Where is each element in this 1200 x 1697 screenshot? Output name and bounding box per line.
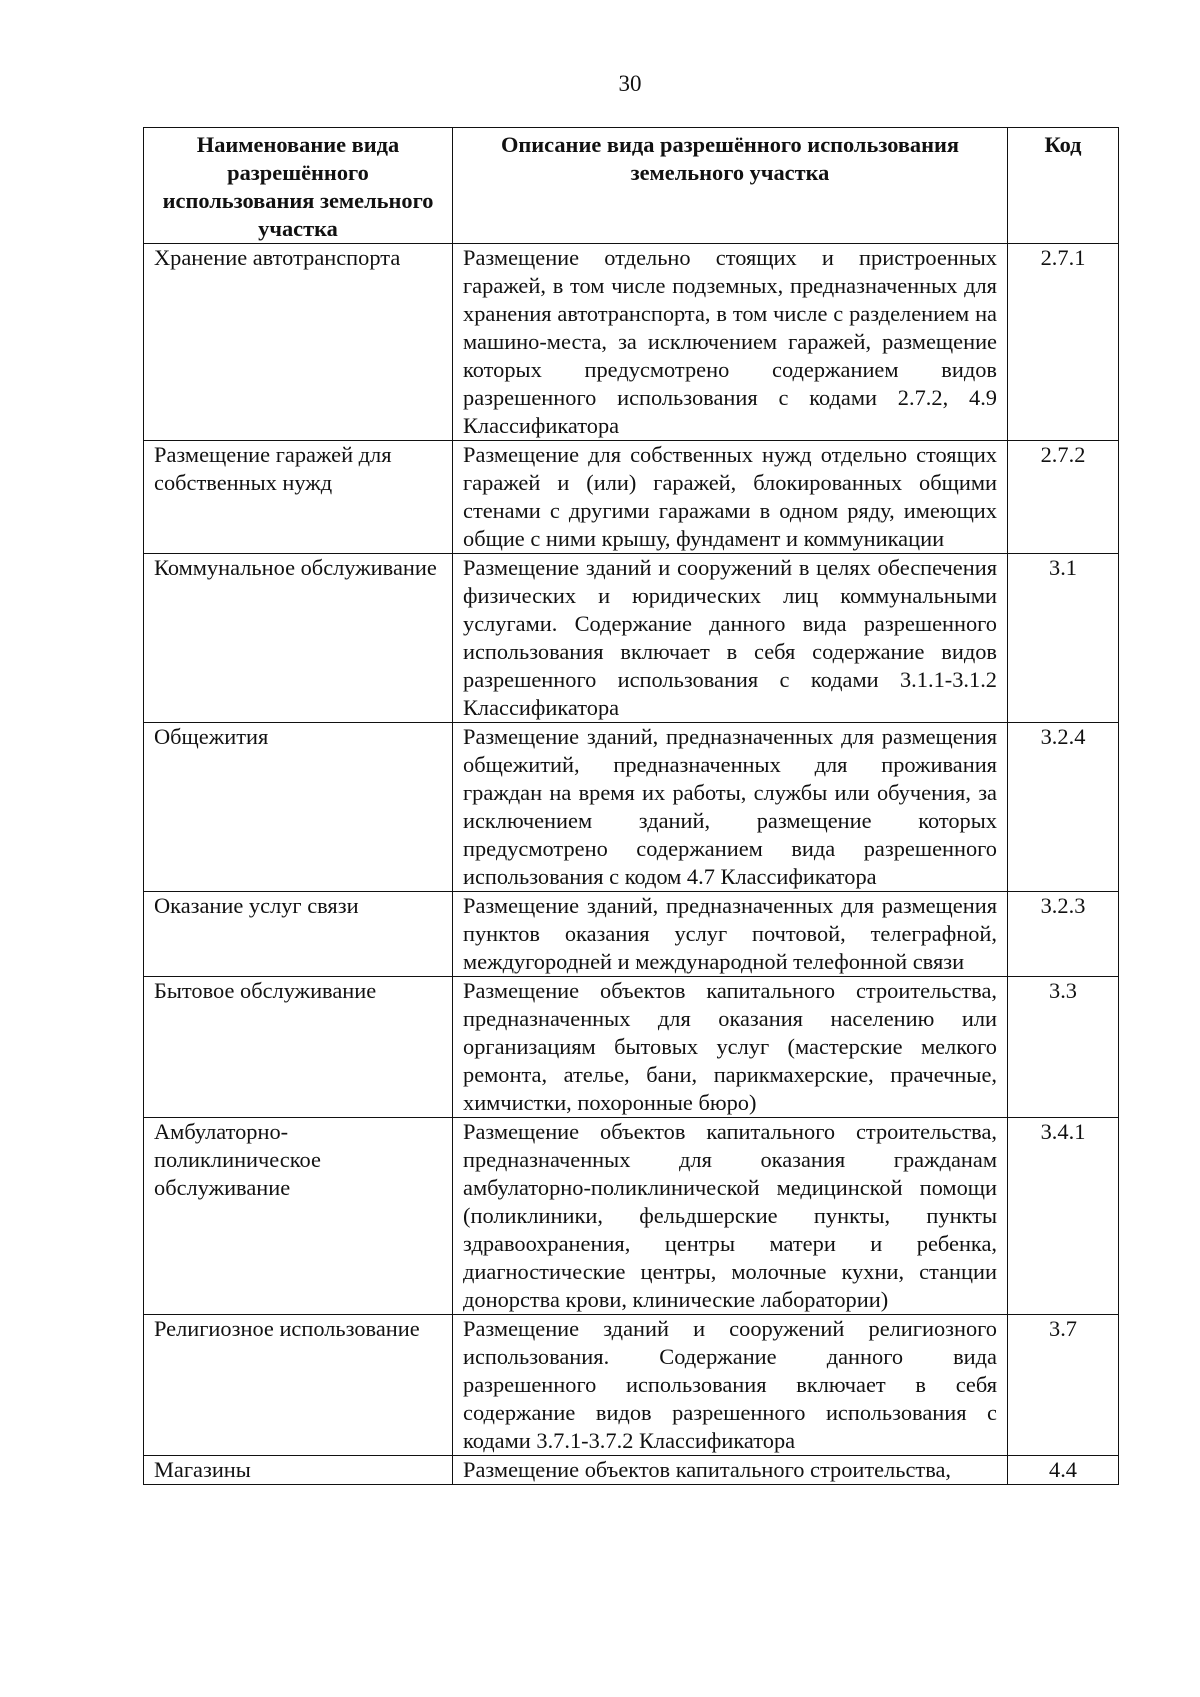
table-row — [144, 1315, 1119, 1456]
cell-description: Размещение зданий и сооружений в целях обеспечения физических и юридических лиц коммунальными услугами. Содержание данного вида разрешенного использования включает в себя содержание видов разрешенного использования с кодами 3.1.1-3.1.2 Классификатора — [453, 554, 1008, 723]
cell-code: 3.4.1 — [1008, 1118, 1119, 1315]
cell-code: 3.3 — [1008, 977, 1119, 1118]
table-header — [144, 128, 1119, 244]
table-row — [144, 723, 1119, 892]
cell-name: Оказание услуг связи — [144, 892, 453, 977]
cell-name: Хранение автотранспорта — [144, 244, 453, 441]
header-name: Наименование вида разрешённого использования земельного участка — [144, 128, 453, 244]
cell-name: Магазины — [144, 1456, 453, 1485]
cell-code: 4.4 — [1008, 1456, 1119, 1485]
header-code: Код — [1008, 128, 1119, 244]
table-row — [144, 1118, 1119, 1315]
cell-description: Размещение отдельно стоящих и пристроенных гаражей, в том числе подземных, предназначенных для хранения автотранспорта, в том числе с разделением на машино-места, за исключением гаражей, размещение которых предусмотрено содержанием видов разрешенного использования с кодами 2.7.2, 4.9 Классификатора — [453, 244, 1008, 441]
cell-name: Амбулаторно-поликлиническое обслуживание — [144, 1118, 453, 1315]
table-row — [144, 977, 1119, 1118]
cell-name: Религиозное использование — [144, 1315, 453, 1456]
cell-description: Размещение объектов капитального строительства, предназначенных для оказания гражданам амбулаторно-поликлинической медицинской помощи (поликлиники, фельдшерские пункты, пункты здравоохранения, центры матери и ребенка, диагностические центры, молочные кухни, станции донорства крови, клинические лаборатории) — [453, 1118, 1008, 1315]
cell-name: Общежития — [144, 723, 453, 892]
cell-code: 2.7.2 — [1008, 441, 1119, 554]
header-row — [144, 128, 1119, 244]
table-row — [144, 554, 1119, 723]
table-row — [144, 892, 1119, 977]
page-number: 30 — [618, 71, 642, 96]
table-body — [144, 244, 1119, 1485]
table-row — [144, 244, 1119, 441]
cell-name: Размещение гаражей для собственных нужд — [144, 441, 453, 554]
cell-code: 2.7.1 — [1008, 244, 1119, 441]
table-row — [144, 441, 1119, 554]
cell-code: 3.2.4 — [1008, 723, 1119, 892]
cell-code: 3.2.3 — [1008, 892, 1119, 977]
land-use-table — [143, 127, 1119, 1485]
table-row — [144, 1456, 1119, 1485]
cell-code: 3.7 — [1008, 1315, 1119, 1456]
cell-code: 3.1 — [1008, 554, 1119, 723]
cell-description: Размещение объектов капитального строительства, предназначенных для оказания населению или организациям бытовых услуг (мастерские мелкого ремонта, ателье, бани, парикмахерские, прачечные, химчистки, похоронные бюро) — [453, 977, 1008, 1118]
cell-description: Размещение для собственных нужд отдельно стоящих гаражей и (или) гаражей, блокированных общими стенами с другими гаражами в одном ряду, имеющих общие с ними крышу, фундамент и коммуникации — [453, 441, 1008, 554]
cell-description: Размещение зданий и сооружений религиозного использования. Содержание данного вида разрешенного использования включает в себя содержание видов разрешенного использования с кодами 3.7.1-3.7.2 Классификатора — [453, 1315, 1008, 1456]
cell-description: Размещение зданий, предназначенных для размещения общежитий, предназначенных для проживания граждан на время их работы, службы или обучения, за исключением зданий, размещение которых предусмотрено содержанием вида разрешенного использования с кодом 4.7 Классификатора — [453, 723, 1008, 892]
cell-description: Размещение объектов капитального строительства, — [453, 1456, 1008, 1485]
cell-name: Бытовое обслуживание — [144, 977, 453, 1118]
header-description: Описание вида разрешённого использования земельного участка — [453, 128, 1008, 244]
cell-name: Коммунальное обслуживание — [144, 554, 453, 723]
cell-description: Размещение зданий, предназначенных для размещения пунктов оказания услуг почтовой, телеграфной, междугородней и международной телефонной связи — [453, 892, 1008, 977]
